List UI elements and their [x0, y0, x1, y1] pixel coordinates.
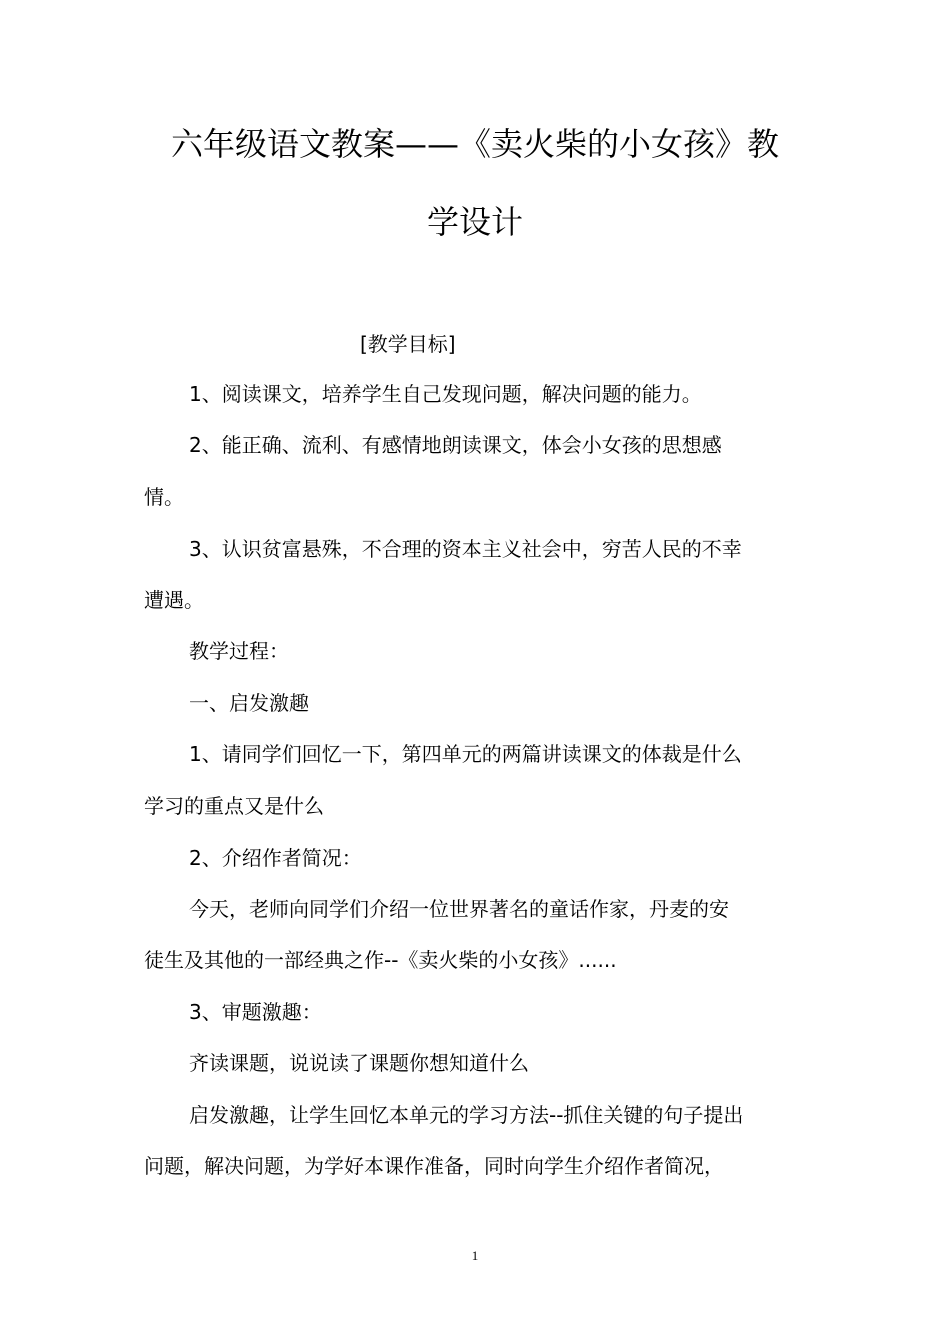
document-title-line-1: 六年级语文教案——《卖火柴的小女孩》教: [170, 125, 779, 163]
inspire-paragraph-continued: 问题，解决问题，为学好本课作准备，同时向学生介绍作者简况，: [144, 1154, 724, 1178]
step-1-item-3: 3、审题激趣：: [189, 1000, 322, 1024]
page-number: 1: [471, 1248, 479, 1263]
goal-2-continued: 情。: [144, 485, 184, 509]
step-1-item-1: 1、请同学们回忆一下，第四单元的两篇讲读课文的体裁是什么: [189, 742, 742, 766]
author-intro-paragraph: 今天，老师向同学们介绍一位世界著名的童话作家，丹麦的安: [189, 897, 729, 921]
author-intro-paragraph-continued: 徒生及其他的一部经典之作--《卖火柴的小女孩》......: [144, 948, 617, 972]
document-title-line-2: 学设计: [426, 203, 523, 241]
goal-2: 2、能正确、流利、有感情地朗读课文，体会小女孩的思想感: [189, 433, 722, 457]
step-1-item-2: 2、介绍作者简况：: [189, 846, 362, 870]
goal-3: 3、认识贫富悬殊，不合理的资本主义社会中，穷苦人民的不幸: [189, 537, 742, 561]
step-1-heading: 一、启发激趣: [189, 691, 309, 715]
read-title-paragraph: 齐读课题，说说读了课题你想知道什么: [189, 1051, 529, 1075]
section-heading-teaching-goals: [教学目标]: [360, 332, 456, 356]
goal-1: 1、阅读课文，培养学生自己发现问题，解决问题的能力。: [189, 382, 702, 406]
step-1-item-1-continued: 学习的重点又是什么: [144, 794, 324, 818]
teaching-process-heading: 教学过程：: [189, 639, 289, 663]
inspire-paragraph: 启发激趣，让学生回忆本单元的学习方法--抓住关键的句子提出: [189, 1103, 744, 1127]
goal-3-continued: 遭遇。: [144, 588, 204, 612]
